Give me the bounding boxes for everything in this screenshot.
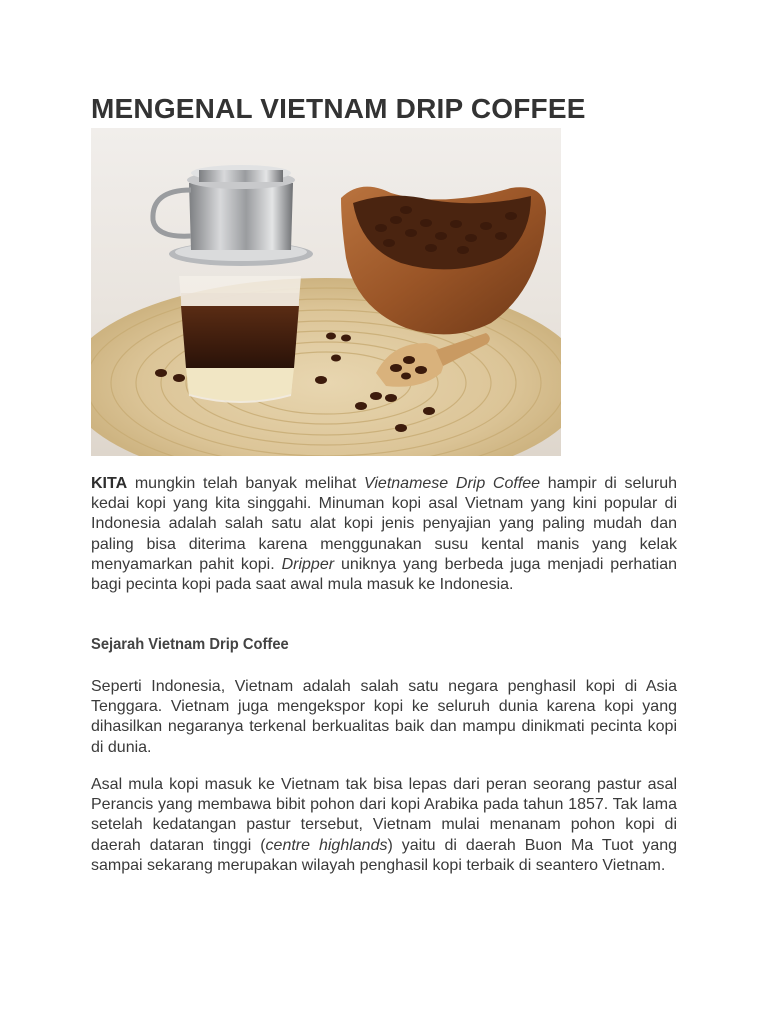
page-title: MENGENAL VIETNAM DRIP COFFEE [91, 93, 586, 124]
intro-paragraph [91, 474, 677, 595]
history-paragraph-1: Seperti Indonesia, Vietnam adalah salah satu negara penghasil kopi di Asia Tenggara. Vietnam juga mengekspor kopi ke seluruh dunia karena kopi yang dihasilkan negaranya terkenal berkualitas baik dan mampu dinikmati pecinta kopi di dunia. [91, 678, 677, 756]
intro-italic-a: Vietnamese Drip Coffee [363, 475, 541, 492]
coffee-photo [91, 128, 561, 456]
intro-italic-b: Dripper [281, 555, 335, 573]
history-italic: centre highlands [265, 836, 388, 854]
section-heading: Sejarah Vietnam Drip Coffee [91, 636, 289, 653]
intro-text-a: mungkin telah banyak melihat [127, 475, 364, 492]
history-text-b: ) yaitu di daerah Buon Ma Tuot yang sampai sekarang merupakan wilayah penghasil kopi terbaik di seantero Vietnam. [91, 836, 678, 874]
intro-lead: KITA [91, 475, 128, 492]
intro-text-b: hampir di seluruh kedai kopi yang kita singgahi. Minuman kopi asal Vietnam yang kini popular di Indonesia adalah salah satu alat kopi jenis penyajian yang paling mudah dan paling bisa diterima karena menggunakan susu kental manis yang kelak menyamarkan pahit kopi. [91, 475, 677, 573]
history-paragraph-2 [91, 775, 677, 876]
intro-text-c: uniknya yang berbeda juga menjadi perhatian bagi pecinta kopi pada saat awal mula masuk ke Indonesia. [91, 555, 678, 594]
history-text-a: Asal mula kopi masuk ke Vietnam tak bisa lepas dari peran seorang pastur asal Perancis yang membawa bibit pohon dari kopi Arabika pada tahun 1857. Tak lama setelah kedatangan pastur tersebut, Vietnam mulai menanam pohon kopi di daerah dataran tinggi ( [91, 776, 677, 854]
